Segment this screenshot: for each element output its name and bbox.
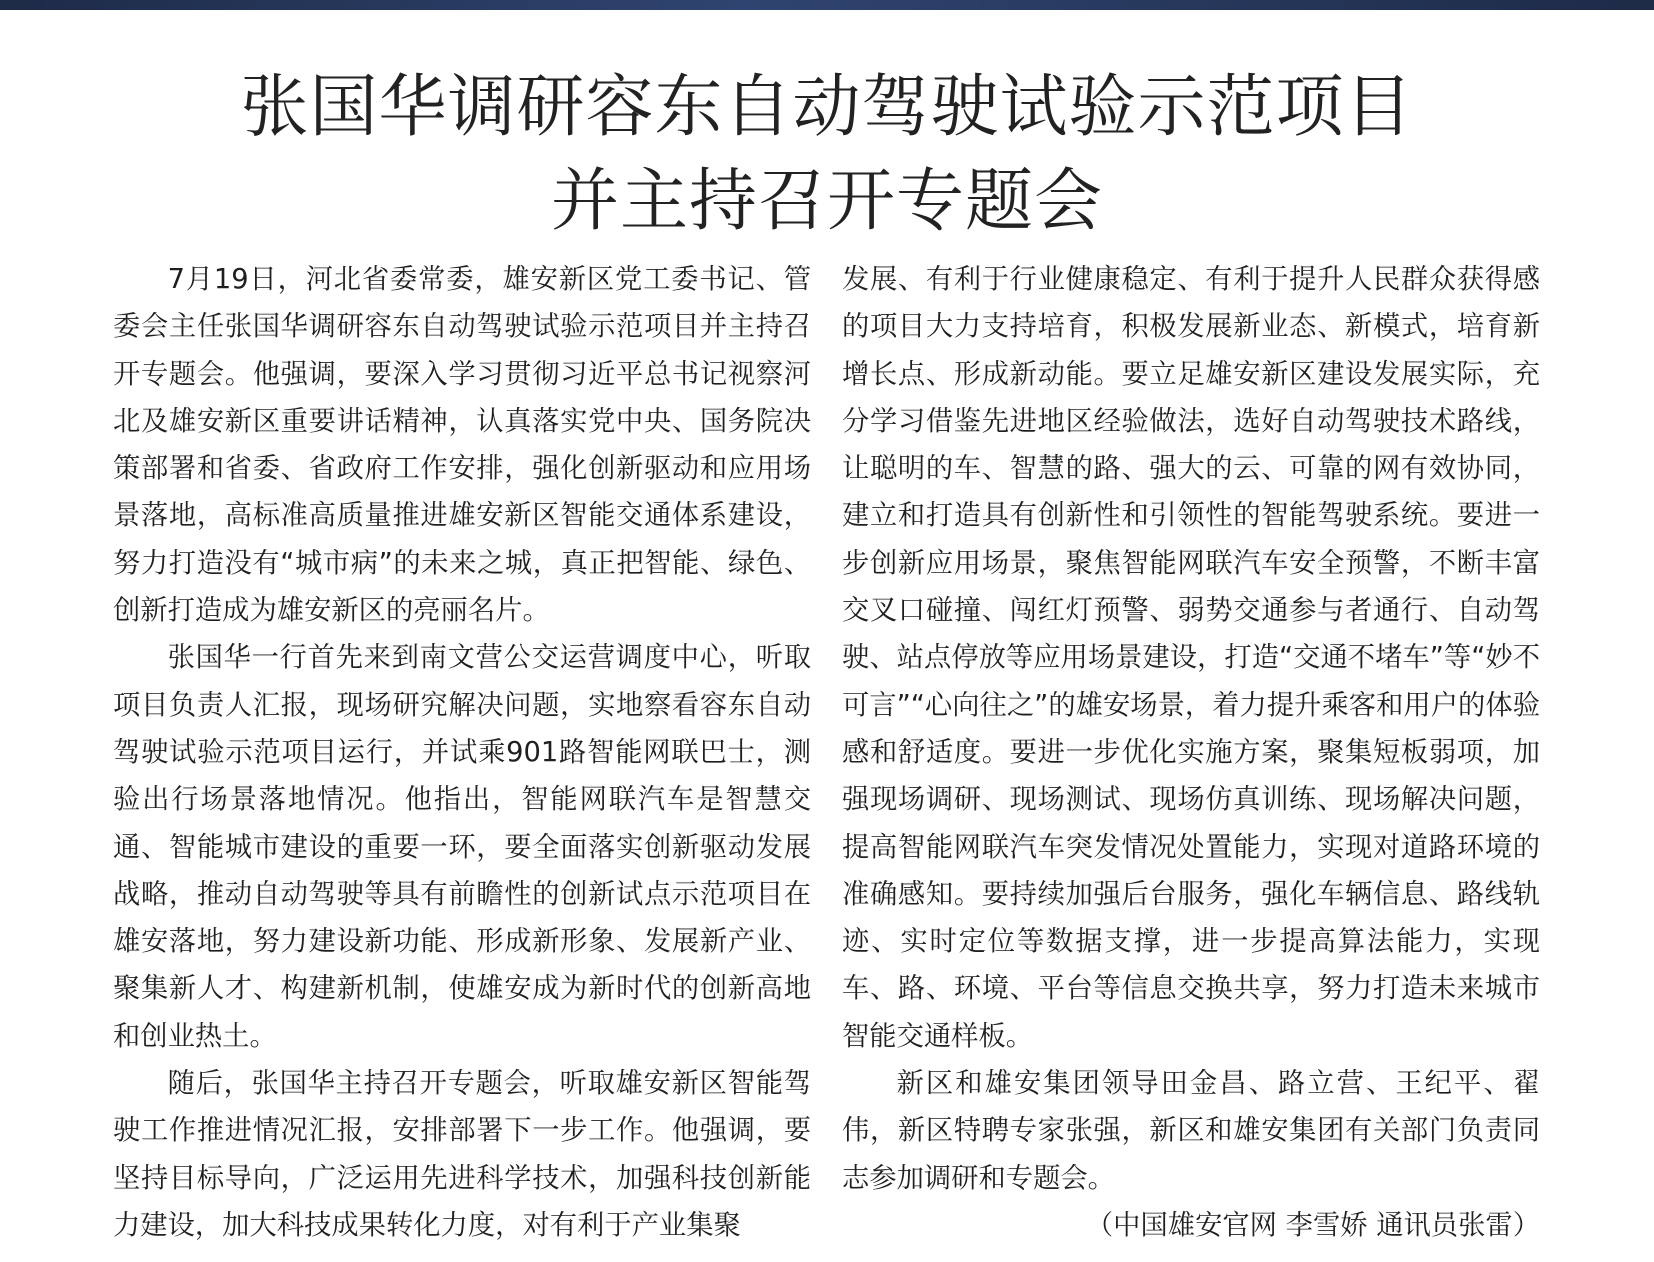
headline-line-1: 张国华调研容东自动驾驶试验示范项目	[240, 68, 1414, 148]
article-byline: （中国雄安官网 李雪娇 通讯员张雷）	[1085, 1209, 1540, 1241]
article-left-column	[113, 256, 811, 1249]
paragraph-3: 随后，张国华主持召开专题会，听取雄安新区智能驾驶工作推进情况汇报，安排部署下一步工作。他强调，要坚持目标导向，广泛运用先进科学技术，加强科技创新能力建设，加大科技成果转化力度，对有利于产业集聚	[113, 1068, 811, 1241]
paragraph-2: 张国华一行首先来到南文营公交运营调度中心，听取项目负责人汇报，现场研究解决问题，实地察看容东自动驾驶试验示范项目运行，并试乘901路智能网联巴士，测验出行场景落地情况。他指出，智能网联汽车是智慧交通、智能城市建设的重要一环，要全面落实创新驱动发展战略，推动自动驾驶等具有前瞻性的创新试点示范项目在雄安落地，努力建设新功能、形成新形象、发展新产业、聚集新人才、构建新机制，使雄安成为新时代的创新高地和创业热土。	[113, 642, 811, 1052]
paragraph-4: 新区和雄安集团领导田金昌、路立营、王纪平、翟伟，新区特聘专家张强，新区和雄安集团有关部门负责同志参加调研和专题会。	[842, 1068, 1540, 1194]
paragraph-3-continued: 发展、有利于行业健康稳定、有利于提升人民群众获得感的项目大力支持培育，积极发展新业态、新模式，培育新增长点、形成新动能。要立足雄安新区建设发展实际，充分学习借鉴先进地区经验做法，选好自动驾驶技术路线，让聪明的车、智慧的路、强大的云、可靠的网有效协同，建立和打造具有创新性和引领性的智能驾驶系统。要进一步创新应用场景，聚焦智能网联汽车安全预警，不断丰富交叉口碰撞、闯红灯预警、弱势交通参与者通行、自动驾驶、站点停放等应用场景建设，打造“交通不堵车”等“妙不可言”“心向往之”的雄安场景，着力提升乘客和用户的体验感和舒适度。要进一步优化实施方案，聚集短板弱项，加强现场调研、现场测试、现场仿真训练、现场解决问题，提高智能网联汽车突发情况处置能力，实现对道路环境的准确感知。要持续加强后台服务，强化车辆信息、路线轨迹、实时定位等数据支撑，进一步提高算法能力，实现车、路、环境、平台等信息交换共享，努力打造未来城市智能交通样板。	[842, 264, 1540, 1052]
top-color-band	[0, 0, 1654, 10]
article-headline	[0, 61, 1654, 249]
paragraph-1: 7月19日，河北省委常委，雄安新区党工委书记、管委会主任张国华调研容东自动驾驶试验示范项目并主持召开专题会。他强调，要深入学习贯彻习近平总书记视察河北及雄安新区重要讲话精神，认真落实党中央、国务院决策部署和省委、省政府工作安排，强化创新驱动和应用场景落地，高标准高质量推进雄安新区智能交通体系建设，努力打造没有“城市病”的未来之城，真正把智能、绿色、创新打造成为雄安新区的亮丽名片。	[113, 264, 811, 627]
headline-line-2: 并主持召开专题会	[550, 162, 1103, 242]
article-right-column	[842, 256, 1540, 1249]
